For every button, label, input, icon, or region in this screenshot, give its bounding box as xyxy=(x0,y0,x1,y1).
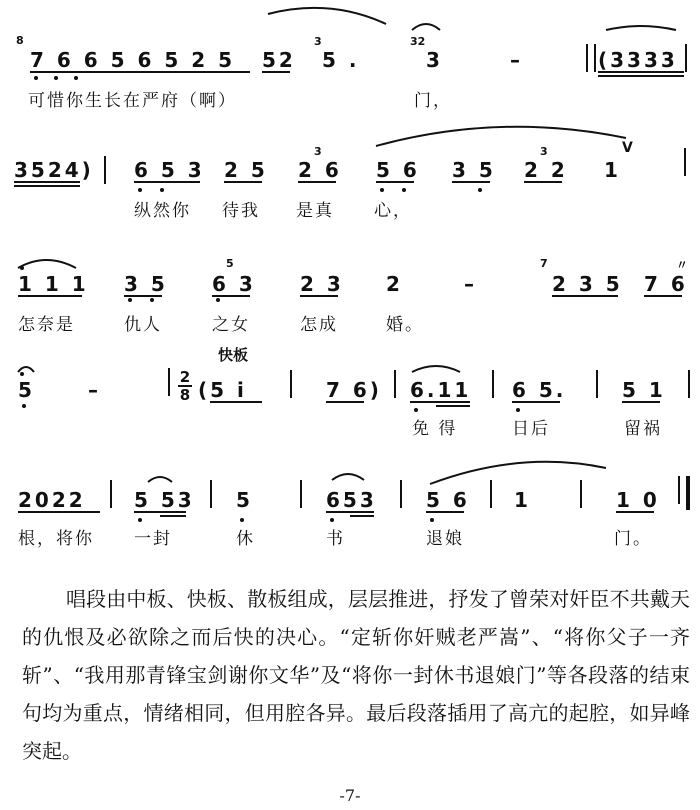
note-group: 2 xyxy=(386,272,403,296)
note-group: 2 3 xyxy=(300,272,344,296)
dash: – xyxy=(510,48,523,72)
slur xyxy=(268,8,386,24)
note-group: 3 xyxy=(426,48,443,72)
dash: – xyxy=(88,378,101,402)
bar-line xyxy=(104,156,106,184)
page-number: -7- xyxy=(339,786,361,805)
lyrics: 书 xyxy=(326,529,345,549)
note-group: 5 xyxy=(236,488,253,512)
octave-dot xyxy=(22,404,26,408)
commentary-paragraph xyxy=(22,580,690,770)
note-group: 6 5. xyxy=(512,378,567,402)
lyrics: 一封 xyxy=(134,529,172,549)
lyrics: 心， xyxy=(374,201,412,221)
grace-note: 7 xyxy=(540,257,548,270)
lyrics: 门。 xyxy=(614,529,652,549)
note-group: 7 6) xyxy=(326,378,382,402)
octave-dot xyxy=(402,188,406,192)
dash: – xyxy=(464,272,477,296)
note-group: 5 . xyxy=(322,48,360,72)
grace-note: 8 xyxy=(16,34,24,47)
lyrics: 怎成 xyxy=(300,315,338,335)
lyrics: 怎奈是 xyxy=(18,315,75,335)
note-group: 1 xyxy=(514,488,531,512)
note-group: 2 3 5 xyxy=(552,272,623,296)
note-group: 52 xyxy=(262,48,296,72)
octave-dot xyxy=(138,188,142,192)
bar-line xyxy=(684,148,686,176)
note-group: 1 0 xyxy=(616,488,660,512)
lyrics: 根，将你 xyxy=(18,529,94,549)
bar-line xyxy=(688,370,690,398)
slur xyxy=(18,367,34,372)
note-group: 5 1 xyxy=(622,378,666,402)
bar-line xyxy=(492,370,494,398)
slur xyxy=(412,24,440,30)
note-group: 6 3 xyxy=(212,272,256,296)
bar-line xyxy=(110,480,112,508)
slur xyxy=(148,477,172,482)
fermata-dot xyxy=(20,266,24,270)
octave-dot xyxy=(34,76,38,80)
bar-line xyxy=(168,368,170,396)
octave-dot xyxy=(128,298,132,302)
octave-dot xyxy=(240,518,244,522)
octave-dot xyxy=(160,188,164,192)
lyrics: 日后 xyxy=(512,419,550,439)
note-group: 3524) xyxy=(14,158,94,182)
note-group: 6 5 3 xyxy=(134,158,205,182)
octave-dot xyxy=(54,76,58,80)
time-signature-top: 2 xyxy=(179,368,191,386)
note-group: 3 5 xyxy=(452,158,496,182)
lyrics: 留祸 xyxy=(624,419,662,439)
lyrics: 门， xyxy=(414,91,452,111)
note-group: 1 1 1 xyxy=(18,272,89,296)
slur xyxy=(376,127,626,146)
bar-line xyxy=(586,44,588,72)
commentary-text: 唱段由中板、快板、散板组成，层层推进，抒发了曾荣对奸臣不共戴天的仇恨及必欲除之而后快的决心。“定斩你奸贼老严嵩”、“将你父子一齐斩”、“我用那青锋宝剑谢你文华”及“将你一封休书退娘门”等各段落的结束句均为重点，情绪相同，但用腔各异。最后段落插用了高亢的起腔，如异峰突起。 xyxy=(22,587,690,763)
bar-line xyxy=(685,44,687,72)
lyrics: 是真 xyxy=(296,201,334,221)
slur xyxy=(332,474,364,480)
octave-dot xyxy=(74,76,78,80)
octave-dot xyxy=(516,408,520,412)
fermata-dot xyxy=(20,372,24,376)
octave-dot xyxy=(430,518,434,522)
slur xyxy=(606,26,676,30)
bar-line xyxy=(580,480,582,508)
lyrics: 免 得 xyxy=(412,419,458,439)
tempo-marking: 快板 xyxy=(218,346,249,364)
note-group: 5 6 xyxy=(376,158,420,182)
grace-note: 3 xyxy=(314,145,322,158)
slur xyxy=(412,366,460,372)
note-group: 5 53 xyxy=(134,488,195,512)
octave-dot xyxy=(216,298,220,302)
final-bar-line xyxy=(686,476,690,510)
lyrics: 仇人 xyxy=(124,315,162,335)
note-group: 2 5 xyxy=(224,158,268,182)
octave-dot xyxy=(330,518,334,522)
note-group: (5 i xyxy=(198,378,247,402)
time-signature-bottom: 8 xyxy=(179,386,191,404)
grace-note: 32 xyxy=(410,35,426,48)
grace-note: 5 xyxy=(226,257,234,270)
note-group: 2 2 xyxy=(524,158,568,182)
octave-dot xyxy=(150,298,154,302)
lyrics: 休 xyxy=(236,529,255,549)
note-group: 6.11 xyxy=(410,378,472,402)
lyrics: 之女 xyxy=(212,315,250,335)
note-group: 3 5 xyxy=(124,272,168,296)
bar-line xyxy=(678,476,680,504)
octave-dot xyxy=(478,188,482,192)
lyrics: 纵然你 xyxy=(134,201,191,221)
bar-line xyxy=(594,44,596,72)
note-group: 5 xyxy=(18,378,35,402)
lyrics: 婚。 xyxy=(386,315,424,335)
note-group: 1 xyxy=(604,158,621,182)
breath-mark: V xyxy=(622,140,633,156)
lyrics: 可惜你生长在严府（啊） xyxy=(28,91,237,111)
bar-line xyxy=(300,480,302,508)
grace-note: 3 xyxy=(314,35,322,48)
note-group: 653 xyxy=(326,488,377,512)
note-group: 5 6 xyxy=(426,488,470,512)
bar-line xyxy=(400,480,402,508)
bar-line xyxy=(290,370,292,398)
note-group: 2022 xyxy=(18,488,86,512)
bar-line xyxy=(394,370,396,398)
bar-line xyxy=(596,370,598,398)
slur xyxy=(18,260,76,268)
grace-note: 3 xyxy=(540,145,548,158)
bar-line xyxy=(210,480,212,508)
lyrics: 退娘 xyxy=(426,529,464,549)
octave-dot xyxy=(138,518,142,522)
note-group: (3333 xyxy=(598,48,678,72)
octave-dot xyxy=(380,188,384,192)
time-signature xyxy=(178,370,192,402)
note-group: 7 6 6 5 6 5 2 5 xyxy=(30,48,236,72)
note-group: 7 6 xyxy=(644,272,688,296)
bar-line xyxy=(490,480,492,508)
ornament-mark: 〃 xyxy=(676,258,689,272)
octave-dot xyxy=(414,408,418,412)
note-group: 2 6 xyxy=(298,158,342,182)
lyrics: 待我 xyxy=(222,201,260,221)
